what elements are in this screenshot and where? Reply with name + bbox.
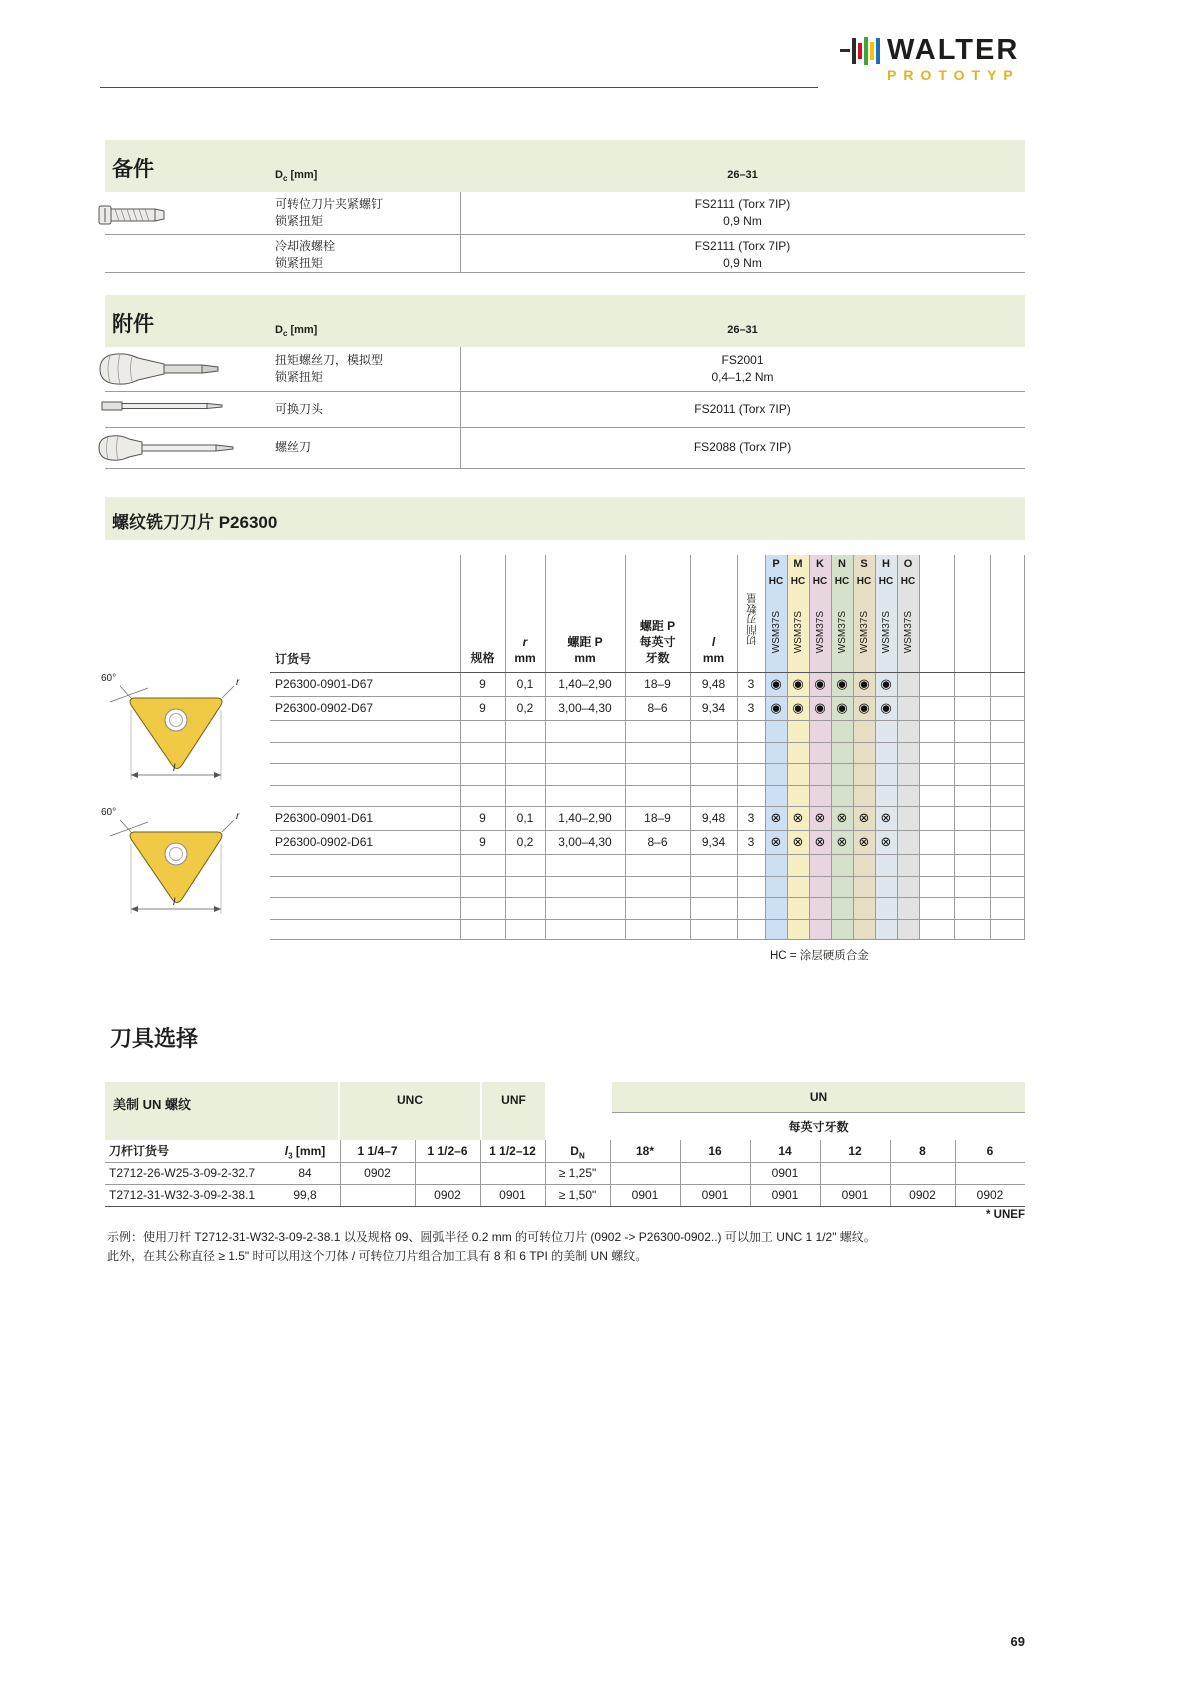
col-header-tpi: 12 — [848, 1144, 862, 1158]
svg-text:r: r — [236, 811, 240, 822]
insert-l: 9,34 — [701, 701, 726, 715]
grade-dot: ⊗ — [880, 834, 892, 849]
unc-band — [340, 1082, 480, 1140]
col-header-unc1: 1 1/4–7 — [357, 1144, 398, 1158]
accessories-row-value: FS2088 (Torx 7IP) — [693, 440, 792, 454]
insert-drawing-d61 — [98, 802, 253, 920]
material-grade: WSM37S — [770, 610, 782, 654]
accessories-dc-header: $D_c$ [mm] — [275, 324, 318, 339]
material-letter: N — [838, 558, 846, 570]
logo — [840, 34, 1040, 83]
grade-dot: ⊗ — [770, 834, 782, 849]
grid-line — [270, 785, 1025, 786]
grade-dot: ⊗ — [858, 810, 870, 825]
tpi-value: 0902 — [909, 1188, 936, 1202]
col-header-unc2: 1 1/2–6 — [427, 1144, 468, 1158]
insert-order-no: P26300-0902-D67 — [275, 701, 374, 715]
grade-dot: ⊗ — [770, 810, 782, 825]
insert-r: 0,1 — [516, 677, 534, 691]
tpi-value — [680, 1162, 750, 1184]
dn-value: ≥ 1,50" — [558, 1188, 597, 1202]
col-header-dn: $D_N$ — [570, 1144, 585, 1161]
grid-line — [270, 854, 1025, 855]
grade-dot: ◉ — [858, 676, 870, 691]
grid-line — [105, 1206, 1025, 1207]
grid-line — [270, 897, 1025, 898]
insert-l: 9,48 — [701, 677, 726, 691]
svg-text:r: r — [236, 677, 240, 688]
divider-line — [460, 347, 461, 468]
col-header-tpi: 6 — [986, 1144, 994, 1158]
material-hc: HC — [790, 576, 806, 587]
divider-line — [105, 391, 1025, 392]
grade-dot: ⊗ — [814, 810, 826, 825]
grid-line — [990, 555, 991, 940]
insert-tpi: 18–9 — [644, 811, 671, 825]
accessories-row-label: 螺丝刀 — [275, 440, 312, 454]
grade-dot: ⊗ — [814, 834, 826, 849]
accessories-title: 附件 — [112, 313, 154, 336]
material-letter: K — [816, 558, 824, 570]
tpi-value — [890, 1162, 955, 1184]
logo-dash — [840, 49, 850, 52]
tpi-value: 0901 — [841, 1188, 869, 1202]
insert-tpi: 8–6 — [647, 835, 668, 849]
grade-dot: ◉ — [880, 700, 892, 715]
insert-order-no: P26300-0901-D67 — [275, 677, 374, 691]
tpi-value — [820, 1162, 890, 1184]
grid-line — [270, 720, 1025, 721]
col-header-r: r mm — [514, 635, 536, 665]
grade-dot: ◉ — [792, 700, 804, 715]
grid-line — [270, 763, 1025, 764]
grid-line — [612, 1112, 1025, 1113]
top-rule — [100, 87, 818, 88]
grid-line — [505, 555, 506, 940]
accessories-dc-range: 26–31 — [727, 324, 758, 336]
spare-parts-row-label: 冷却液螺栓 锁紧扭矩 — [275, 239, 336, 270]
insert-l: 9,34 — [701, 835, 726, 849]
svg-text:60°: 60° — [101, 673, 117, 684]
tpi-value — [610, 1162, 680, 1184]
grade-dot: ◉ — [770, 676, 782, 691]
grade-dot: ⊗ — [792, 834, 804, 849]
tool-selection-table — [105, 1082, 1025, 1206]
tpi-value: 0901 — [701, 1188, 729, 1202]
insert-tpi: 18–9 — [644, 677, 671, 691]
grid-line — [545, 555, 546, 940]
unf-band — [482, 1082, 545, 1140]
material-grade: WSM37S — [902, 610, 914, 654]
material-hc: HC — [768, 576, 784, 587]
insert-drawing-d67 — [98, 668, 253, 786]
unc1-value — [340, 1184, 415, 1206]
accessories-row-label: 扭矩螺丝刀，模拟型 锁紧扭矩 — [275, 353, 384, 384]
spare-parts-dc-range: 26–31 — [727, 169, 758, 181]
unf-value — [480, 1162, 545, 1184]
material-hc: HC — [834, 576, 850, 587]
dn-value: ≥ 1,25" — [558, 1166, 597, 1180]
insert-pitch: 1,40–2,90 — [558, 811, 612, 825]
unf-value: 0901 — [499, 1188, 526, 1202]
tpi-value: 0902 — [976, 1188, 1004, 1202]
grid-line — [625, 555, 626, 940]
logo-subbrand: PROTOTYP — [887, 67, 1020, 83]
tpi-group-header: 每英寸牙数 — [788, 1120, 849, 1134]
group-header-un: UN — [809, 1090, 828, 1104]
material-grade: WSM37S — [814, 610, 826, 654]
insert-size: 9 — [479, 701, 486, 715]
col-header-tpi: 16 — [708, 1144, 722, 1158]
accessories-row-label: 可换刀头 — [275, 402, 324, 416]
l3-value: 84 — [298, 1166, 312, 1180]
spare-parts-title: 备件 — [112, 158, 154, 181]
spare-parts-dc-header: $D_c$ [mm] — [275, 169, 318, 184]
grade-dot: ⊗ — [836, 810, 848, 825]
table-title: 美制 UN 螺纹 — [113, 1097, 192, 1112]
accessories-header-band — [105, 295, 1025, 347]
insert-pitch: 3,00–4,30 — [558, 835, 612, 849]
insert-pitch: 3,00–4,30 — [558, 701, 612, 715]
insert-l: 9,48 — [701, 811, 726, 825]
grade-dot: ◉ — [880, 676, 892, 691]
grid-line — [270, 939, 1025, 940]
l3-value: 99,8 — [293, 1188, 317, 1202]
logo-bar — [852, 38, 856, 64]
spare-parts-header-band — [105, 140, 1025, 192]
grid-line — [919, 555, 920, 940]
tpi-value: 0901 — [631, 1188, 659, 1202]
insert-edges: 3 — [747, 677, 755, 691]
grade-dot: ◉ — [858, 700, 870, 715]
material-hc: HC — [812, 576, 828, 587]
group-header-unc: UNC — [397, 1093, 423, 1107]
tool-selection-title: 刀具选择 — [110, 1026, 199, 1051]
grid-line — [954, 555, 955, 940]
clamping-screw-icon — [96, 196, 172, 234]
screwdriver-icon — [96, 431, 238, 465]
inserts-title: 螺纹铣刀刀片 P26300 — [112, 513, 278, 532]
divider-line — [105, 234, 1025, 235]
tpi-value: 0901 — [771, 1166, 799, 1180]
logo-bars-icon — [840, 37, 880, 65]
group-header-unf: UNF — [501, 1093, 526, 1107]
grid-line — [690, 555, 691, 940]
grade-dot: ◉ — [792, 676, 804, 691]
material-letter: M — [793, 558, 803, 570]
logo-bar — [870, 42, 874, 60]
grade-dot: ◉ — [814, 676, 826, 691]
material-letter: H — [882, 558, 890, 570]
col-header-pitch: 螺距 P mm — [567, 635, 603, 665]
unc2-value: 0902 — [434, 1188, 461, 1202]
grid-line — [1024, 555, 1025, 940]
svg-text:l: l — [173, 897, 176, 908]
accessories-row-value: FS2001 0,4–1,2 Nm — [711, 353, 774, 384]
material-grade: WSM37S — [880, 610, 892, 654]
grade-dot: ⊗ — [858, 834, 870, 849]
insert-size: 9 — [479, 677, 486, 691]
grade-dot: ◉ — [836, 676, 848, 691]
divider-line — [105, 427, 1025, 428]
insert-r: 0,1 — [516, 811, 534, 825]
grade-dot: ⊗ — [836, 834, 848, 849]
material-hc: HC — [856, 576, 872, 587]
insert-edges: 3 — [747, 835, 755, 849]
col-header-edges: 切削刃数量 — [745, 592, 758, 646]
col-header-tpi: 14 — [778, 1144, 792, 1158]
insert-size: 9 — [479, 811, 486, 825]
material-grade: WSM37S — [836, 610, 848, 654]
insert-tpi: 8–6 — [647, 701, 668, 715]
material-grade: WSM37S — [858, 610, 870, 654]
tpi-value — [955, 1162, 1025, 1184]
material-letter: P — [772, 558, 780, 570]
insert-edges: 3 — [747, 701, 755, 715]
unc1-value: 0902 — [364, 1166, 391, 1180]
logo-brand: WALTER — [887, 34, 1020, 66]
logo-bar — [876, 38, 880, 64]
logo-bar — [864, 37, 868, 65]
material-hc: HC — [878, 576, 894, 587]
inserts-footnote: HC = 涂层硬质合金 — [770, 950, 869, 962]
col-header-unf: 1 1/2–12 — [489, 1144, 536, 1158]
col-header-order-no: 订货号 — [275, 652, 312, 666]
logo-bar — [858, 43, 862, 59]
shank-order-no: T2712-31-W32-3-09-2-38.1 — [109, 1188, 256, 1202]
grade-dot: ⊗ — [792, 810, 804, 825]
grid-line — [460, 555, 461, 940]
insert-size: 9 — [479, 835, 486, 849]
spare-parts-row-value: FS2111 (Torx 7IP) 0,9 Nm — [694, 239, 791, 270]
insert-edges: 3 — [747, 811, 755, 825]
col-header-tpi: 18* — [635, 1144, 655, 1158]
shank-order-no: T2712-26-W25-3-09-2-32.7 — [109, 1166, 256, 1180]
grade-dot: ◉ — [836, 700, 848, 715]
svg-text:60°: 60° — [101, 807, 117, 818]
material-letter: O — [903, 558, 913, 570]
divider-line — [105, 272, 1025, 273]
col-header-shank-order-no: 刀杆订货号 — [109, 1144, 170, 1158]
example-note-line: 此外，在其公称直径 ≥ 1.5" 时可以用这个刀体 / 可转位刀片组合加工具有 8 和 6 TPI 的美制 UN 螺纹。 — [107, 1249, 648, 1263]
exchange-blade-icon — [100, 398, 226, 414]
divider-line — [460, 192, 461, 272]
col-header-l: l mm — [702, 635, 725, 665]
torque-screwdriver-icon — [96, 349, 228, 389]
material-letter: S — [860, 558, 868, 570]
example-note-line: 示例：使用刀杆 T2712-31-W32-3-09-2-38.1 以及规格 09、圆弧半径 0.2 mm 的可转位刀片 (0902 -> P26300-0902..) 可以加工 UNC 1 1/2" 螺纹。 — [107, 1230, 876, 1244]
spare-parts-row-value: FS2111 (Torx 7IP) 0,9 Nm — [694, 197, 791, 228]
insert-order-no: P26300-0901-D61 — [275, 811, 374, 825]
tpi-value: 0901 — [771, 1188, 799, 1202]
example-note — [107, 1228, 1007, 1266]
divider-line — [105, 468, 1025, 469]
svg-text:l: l — [173, 763, 176, 774]
col-header-size: 规格 — [470, 651, 495, 665]
grid-line — [270, 742, 1025, 743]
col-header-tpi: 8 — [919, 1144, 926, 1158]
insert-pitch: 1,40–2,90 — [558, 677, 612, 691]
col-header-l3: $l_3$ [mm] — [284, 1144, 326, 1161]
insert-r: 0,2 — [516, 701, 534, 715]
col-header-tpi: 螺距 P 每英寸 牙数 — [639, 619, 676, 665]
accessories-row-value: FS2011 (Torx 7IP) — [694, 402, 791, 416]
spare-parts-row-label: 可转位刀片夹紧螺钉 锁紧扭矩 — [275, 197, 384, 228]
material-grade: WSM37S — [792, 610, 804, 654]
page-number: 69 — [1010, 1634, 1025, 1649]
insert-r: 0,2 — [516, 835, 534, 849]
grade-dot: ⊗ — [880, 810, 892, 825]
grade-dot: ◉ — [814, 700, 826, 715]
unef-footnote: * UNEF — [986, 1209, 1025, 1221]
grid-line — [270, 919, 1025, 920]
grade-dot: ◉ — [770, 700, 782, 715]
material-hc: HC — [900, 576, 916, 587]
inserts-table — [270, 555, 1025, 940]
grid-line — [270, 876, 1025, 877]
insert-order-no: P26300-0902-D61 — [275, 835, 374, 849]
unc2-value — [415, 1162, 480, 1184]
